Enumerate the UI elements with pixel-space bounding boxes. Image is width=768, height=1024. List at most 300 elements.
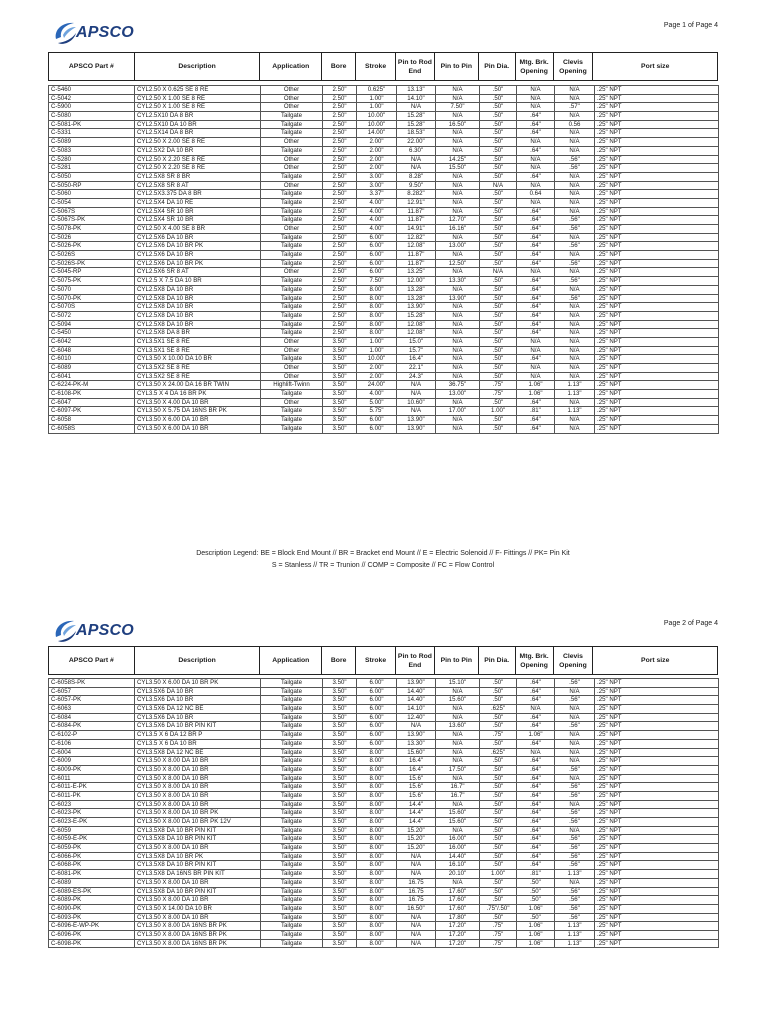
cell-pin-to-rod-end: N/A — [397, 870, 436, 879]
cell-pin-to-pin: N/A — [436, 346, 480, 355]
cell-part-number: C-6009 — [49, 757, 135, 766]
cell-application: Tailgate — [261, 687, 323, 696]
table-row — [49, 277, 719, 286]
cell-description: CYL3.50 X 6.00 DA 10 BR PK — [135, 679, 261, 688]
cell-stroke: 6.00" — [357, 722, 397, 731]
cell-bore: 3.50" — [323, 739, 357, 748]
table-row — [49, 112, 719, 121]
cell-pin-dia: .50" — [480, 355, 517, 364]
col-bore: Bore — [322, 647, 356, 674]
cell-bore: 3.50" — [323, 791, 357, 800]
cell-pin-dia: .50" — [480, 416, 517, 425]
cell-pin-to-rod-end: 15.28" — [397, 311, 436, 320]
cell-pin-dia: .75" — [480, 922, 517, 931]
col-pin-to-pin: Pin to Pin — [435, 53, 479, 80]
cell-part-number: C-5050-RP — [49, 181, 135, 190]
cell-pin-dia: N/A — [480, 181, 517, 190]
table-row — [49, 939, 719, 948]
table-row — [49, 687, 719, 696]
cell-stroke: 8.00" — [357, 861, 397, 870]
cell-application: Tailgate — [261, 329, 323, 338]
cell-port-size: .25" NPT — [595, 233, 719, 242]
cell-stroke: 2.00" — [357, 164, 397, 173]
cell-description: CYL2.50 X 4.00 SE 8 BR — [135, 225, 261, 234]
cell-stroke: 8.00" — [357, 774, 397, 783]
cell-pin-dia: .50" — [480, 112, 517, 121]
cell-port-size: .25" NPT — [595, 146, 719, 155]
cell-pin-to-rod-end: N/A — [397, 913, 436, 922]
brand-name: APSCO — [76, 622, 134, 639]
cell-pin-dia: .50" — [480, 198, 517, 207]
cell-pin-to-pin: 16.7" — [436, 791, 480, 800]
table-row — [49, 739, 719, 748]
cell-pin-dia: .50" — [480, 679, 517, 688]
cell-bore: 3.50" — [323, 922, 357, 931]
cell-mtg-brk-opening: N/A — [517, 155, 555, 164]
cell-stroke: 10.00" — [357, 120, 397, 129]
cell-clevis-opening: N/A — [555, 355, 595, 364]
cell-application: Tailgate — [261, 355, 323, 364]
cell-part-number: C-6098-PK — [49, 939, 135, 948]
cell-part-number: C-5026-PK — [49, 242, 135, 251]
cell-pin-to-rod-end: N/A — [397, 852, 436, 861]
col-part-number: APSCO Part # — [49, 647, 135, 674]
cell-pin-to-pin: 13.00" — [436, 242, 480, 251]
cell-pin-to-rod-end: 13.13" — [397, 86, 436, 95]
cell-pin-dia: .50" — [480, 242, 517, 251]
table-row — [49, 259, 719, 268]
cell-pin-dia: .50" — [480, 783, 517, 792]
cell-pin-to-rod-end: 24.3" — [397, 372, 436, 381]
cell-part-number: C-5067S-PK — [49, 216, 135, 225]
cell-application: Tailgate — [261, 320, 323, 329]
cell-pin-dia: .50" — [480, 285, 517, 294]
cell-application: Tailgate — [261, 216, 323, 225]
cell-mtg-brk-opening: .64" — [517, 398, 555, 407]
cell-clevis-opening: .56" — [555, 887, 595, 896]
cell-stroke: 8.00" — [357, 285, 397, 294]
cell-pin-dia: .50" — [480, 129, 517, 138]
cell-clevis-opening: N/A — [555, 346, 595, 355]
cell-stroke: 2.00" — [357, 155, 397, 164]
cell-pin-to-rod-end: 11.87" — [397, 207, 436, 216]
cell-part-number: C-6041 — [49, 372, 135, 381]
cell-pin-to-pin: 17.80" — [436, 913, 480, 922]
cell-mtg-brk-opening: .64" — [517, 112, 555, 121]
page-number: Page 2 of Page 4 — [663, 620, 718, 627]
cell-port-size: .25" NPT — [595, 783, 719, 792]
cell-pin-to-pin: N/A — [436, 268, 480, 277]
cell-application: Tailgate — [261, 887, 323, 896]
cell-application: Other — [261, 94, 323, 103]
cell-pin-to-rod-end: 15.20" — [397, 835, 436, 844]
cell-description: CYL3.50 X 8.00 DA 16NS BR PK — [135, 922, 261, 931]
cell-bore: 3.50" — [323, 826, 357, 835]
table-row — [49, 216, 719, 225]
cell-description: CYL3.5X6 DA 10 BR PIN KIT — [135, 722, 261, 731]
cell-clevis-opening: .56" — [555, 791, 595, 800]
cell-application: Tailgate — [261, 294, 323, 303]
cell-pin-dia: .50" — [480, 216, 517, 225]
cell-mtg-brk-opening: N/A — [517, 748, 555, 757]
cell-part-number: C-6059-PK — [49, 844, 135, 853]
cell-clevis-opening: N/A — [555, 705, 595, 714]
cell-port-size: .25" NPT — [595, 277, 719, 286]
cell-clevis-opening: .56" — [555, 225, 595, 234]
cell-application: Tailgate — [261, 303, 323, 312]
cell-pin-to-rod-end: 15.60" — [397, 748, 436, 757]
cell-description: CYL2.5X4 SR 10 BR — [135, 216, 261, 225]
table-row — [49, 696, 719, 705]
cell-pin-to-rod-end: 13.28" — [397, 294, 436, 303]
cell-part-number: C-6089-PK — [49, 896, 135, 905]
cell-part-number: C-6096-E-WP-PK — [49, 922, 135, 931]
table-row — [49, 138, 719, 147]
cell-bore: 2.50" — [323, 103, 357, 112]
table-row — [49, 94, 719, 103]
cell-part-number: C-5280 — [49, 155, 135, 164]
cell-mtg-brk-opening: .64" — [517, 861, 555, 870]
cell-part-number: C-5450 — [49, 329, 135, 338]
cell-port-size: .25" NPT — [595, 372, 719, 381]
table-row — [49, 172, 719, 181]
table-row — [49, 233, 719, 242]
cell-clevis-opening: .56" — [555, 844, 595, 853]
cell-application: Tailgate — [261, 791, 323, 800]
cell-pin-to-rod-end: 11.87" — [397, 259, 436, 268]
cell-pin-to-pin: 15.10" — [436, 679, 480, 688]
cell-clevis-opening: 0.56 — [555, 120, 595, 129]
cell-pin-dia: .50" — [480, 424, 517, 433]
cell-part-number: C-5081-PK — [49, 120, 135, 129]
cell-description: CYL3.50 X 8.00 DA 10 BR — [135, 844, 261, 853]
cell-clevis-opening: N/A — [555, 233, 595, 242]
cell-stroke: 10.00" — [357, 112, 397, 121]
cell-part-number: C-5026S — [49, 251, 135, 260]
cell-pin-to-pin: 13.00" — [436, 390, 480, 399]
cell-stroke: 2.00" — [357, 372, 397, 381]
cell-mtg-brk-opening: .64" — [517, 739, 555, 748]
table-row — [49, 870, 719, 879]
parts-table — [48, 85, 719, 434]
cell-pin-to-rod-end: N/A — [397, 390, 436, 399]
cell-stroke: 4.00" — [357, 207, 397, 216]
table-row — [49, 103, 719, 112]
cell-port-size: .25" NPT — [595, 364, 719, 373]
page-number: Page 1 of Page 4 — [663, 22, 718, 29]
cell-description: CYL3.5X8 DA 10 BR PIN KIT — [135, 826, 261, 835]
cell-mtg-brk-opening: .64" — [517, 259, 555, 268]
cell-mtg-brk-opening: .64" — [517, 722, 555, 731]
cell-port-size: .25" NPT — [595, 826, 719, 835]
cell-application: Other — [261, 164, 323, 173]
cell-mtg-brk-opening: .64" — [517, 120, 555, 129]
cell-description: CYL3.50 X 4.00 DA 10 BR — [135, 398, 261, 407]
cell-part-number: C-5070-PK — [49, 294, 135, 303]
table-row — [49, 835, 719, 844]
table-row — [49, 896, 719, 905]
cell-application: Tailgate — [261, 904, 323, 913]
cell-part-number: C-5460 — [49, 86, 135, 95]
cell-mtg-brk-opening: 1.06" — [517, 904, 555, 913]
cell-pin-dia: .50" — [480, 364, 517, 373]
cell-part-number: C-6068-PK — [49, 861, 135, 870]
cell-description: CYL2.50 X 0.625 SE 8 RE — [135, 86, 261, 95]
cell-port-size: .25" NPT — [595, 268, 719, 277]
cell-port-size: .25" NPT — [595, 355, 719, 364]
cell-part-number: C-6224-PK-M — [49, 381, 135, 390]
cell-mtg-brk-opening: 1.06" — [517, 381, 555, 390]
cell-stroke: 6.00" — [357, 233, 397, 242]
cell-clevis-opening: N/A — [555, 112, 595, 121]
cell-port-size: .25" NPT — [595, 731, 719, 740]
cell-bore: 2.50" — [323, 207, 357, 216]
cell-port-size: .25" NPT — [595, 687, 719, 696]
table-row — [49, 878, 719, 887]
cell-description: CYL3.50 X 8.00 DA 10 BR — [135, 765, 261, 774]
cell-description: CYL2.5X10 DA 8 BR — [135, 112, 261, 121]
cell-bore: 2.50" — [323, 311, 357, 320]
cell-pin-to-pin: 16.00" — [436, 844, 480, 853]
cell-bore: 2.50" — [323, 225, 357, 234]
cell-clevis-opening: .56" — [555, 679, 595, 688]
cell-stroke: 6.00" — [357, 687, 397, 696]
cell-pin-to-pin: N/A — [436, 424, 480, 433]
cell-part-number: C-6102-P — [49, 731, 135, 740]
table-row — [49, 207, 719, 216]
cell-mtg-brk-opening: N/A — [517, 181, 555, 190]
col-clevis-opening: Clevis Opening — [554, 647, 594, 674]
cell-application: Tailgate — [261, 259, 323, 268]
cell-description: CYL2.5X8 DA 10 BR — [135, 320, 261, 329]
cell-stroke: 6.00" — [357, 416, 397, 425]
cell-pin-to-rod-end: 11.87" — [397, 251, 436, 260]
cell-pin-dia: .50" — [480, 844, 517, 853]
cell-pin-to-rod-end: 14.4" — [397, 800, 436, 809]
cell-pin-to-pin: N/A — [436, 416, 480, 425]
cell-part-number: C-6009-PK — [49, 765, 135, 774]
cell-pin-to-pin: 16.7" — [436, 783, 480, 792]
parts-table — [48, 678, 719, 948]
col-clevis-opening: Clevis Opening — [554, 53, 594, 80]
table-row — [49, 887, 719, 896]
cell-description: CYL3.50 X 8.00 DA 10 BR — [135, 800, 261, 809]
table-row — [49, 390, 719, 399]
cell-application: Tailgate — [261, 896, 323, 905]
cell-clevis-opening: N/A — [555, 713, 595, 722]
cell-port-size: .25" NPT — [595, 774, 719, 783]
cell-application: Tailgate — [261, 731, 323, 740]
table-row — [49, 922, 719, 931]
cell-clevis-opening: .56" — [555, 294, 595, 303]
cell-mtg-brk-opening: .64" — [517, 277, 555, 286]
cell-pin-to-rod-end: 15.20" — [397, 844, 436, 853]
cell-mtg-brk-opening: .64" — [517, 207, 555, 216]
cell-pin-to-rod-end: 13.25" — [397, 268, 436, 277]
cell-pin-to-pin: N/A — [436, 826, 480, 835]
cell-stroke: 5.75" — [357, 407, 397, 416]
table-row — [49, 320, 719, 329]
cell-application: Tailgate — [261, 774, 323, 783]
cell-clevis-opening: .56" — [555, 765, 595, 774]
cell-part-number: C-6058S-PK — [49, 679, 135, 688]
cell-pin-dia: .50" — [480, 861, 517, 870]
cell-pin-to-pin: N/A — [436, 372, 480, 381]
cell-bore: 2.50" — [323, 164, 357, 173]
cell-mtg-brk-opening: N/A — [517, 705, 555, 714]
cell-pin-to-pin: 16.10" — [436, 861, 480, 870]
cell-bore: 3.50" — [323, 346, 357, 355]
cell-description: CYL2.5X2 DA 10 BR — [135, 146, 261, 155]
cell-pin-to-rod-end: 14.4" — [397, 818, 436, 827]
cell-stroke: 3.00" — [357, 181, 397, 190]
cell-description: CYL3.50 X 8.00 DA 16NS BR PK — [135, 930, 261, 939]
cell-port-size: .25" NPT — [595, 887, 719, 896]
cell-application: Tailgate — [261, 826, 323, 835]
table-row — [49, 748, 719, 757]
cell-part-number: C-6048 — [49, 346, 135, 355]
cell-application: Tailgate — [261, 120, 323, 129]
cell-stroke: 8.00" — [357, 844, 397, 853]
cell-description: CYL2.50 X 1.00 SE 8 RE — [135, 103, 261, 112]
cell-bore: 3.50" — [323, 390, 357, 399]
table-row — [49, 337, 719, 346]
cell-application: Tailgate — [261, 390, 323, 399]
cell-bore: 3.50" — [323, 381, 357, 390]
cell-bore: 2.50" — [323, 259, 357, 268]
cell-stroke: 6.00" — [357, 259, 397, 268]
cell-pin-to-rod-end: 10.60" — [397, 398, 436, 407]
cell-application: Tailgate — [261, 939, 323, 948]
table-row — [49, 722, 719, 731]
col-stroke: Stroke — [356, 647, 396, 674]
cell-part-number: C-6108-PK — [49, 390, 135, 399]
cell-stroke: 7.50" — [357, 277, 397, 286]
cell-clevis-opening: 1.13" — [555, 390, 595, 399]
cell-mtg-brk-opening: .64" — [517, 172, 555, 181]
cell-pin-to-rod-end: N/A — [397, 381, 436, 390]
cell-part-number: C-5078-PK — [49, 225, 135, 234]
cell-stroke: 6.00" — [357, 424, 397, 433]
cell-bore: 2.50" — [323, 216, 357, 225]
cell-port-size: .25" NPT — [595, 722, 719, 731]
cell-clevis-opening: N/A — [555, 268, 595, 277]
cell-part-number: C-6059 — [49, 826, 135, 835]
cell-bore: 3.50" — [323, 713, 357, 722]
cell-description: CYL2.5X8 SR 8 AT — [135, 181, 261, 190]
table-row — [49, 120, 719, 129]
cell-pin-dia: .75" — [480, 731, 517, 740]
cell-bore: 3.50" — [323, 809, 357, 818]
cell-port-size: .25" NPT — [595, 311, 719, 320]
cell-port-size: .25" NPT — [595, 424, 719, 433]
cell-mtg-brk-opening: .64" — [517, 146, 555, 155]
table-row — [49, 242, 719, 251]
cell-description: CYL3.5X6 DA 10 BR — [135, 713, 261, 722]
cell-mtg-brk-opening: .64" — [517, 355, 555, 364]
cell-pin-to-pin: 17.60" — [436, 896, 480, 905]
cell-mtg-brk-opening: .64" — [517, 791, 555, 800]
cell-description: CYL2.5X8 DA 8 BR — [135, 329, 261, 338]
cell-clevis-opening: .56" — [555, 809, 595, 818]
cell-bore: 2.50" — [323, 277, 357, 286]
cell-application: Other — [261, 138, 323, 147]
cell-port-size: .25" NPT — [595, 207, 719, 216]
cell-pin-to-rod-end: N/A — [397, 930, 436, 939]
col-mtg-brk-opening: Mtg. Brk. Opening — [516, 647, 554, 674]
cell-pin-to-rod-end: 15.28" — [397, 120, 436, 129]
cell-part-number: C-5331 — [49, 129, 135, 138]
cell-pin-dia: .50" — [480, 687, 517, 696]
cell-application: Tailgate — [261, 930, 323, 939]
cell-mtg-brk-opening: 1.06" — [517, 922, 555, 931]
cell-mtg-brk-opening: .50" — [517, 913, 555, 922]
cell-pin-to-pin: 20.10" — [436, 870, 480, 879]
cell-description: CYL2.50 X 2.00 SE 8 RE — [135, 138, 261, 147]
cell-stroke: 1.00" — [357, 103, 397, 112]
cell-application: Tailgate — [261, 818, 323, 827]
cell-pin-to-pin: 16.50" — [436, 120, 480, 129]
cell-pin-to-pin: N/A — [436, 739, 480, 748]
cell-pin-to-pin: N/A — [436, 181, 480, 190]
cell-part-number: C-6089 — [49, 878, 135, 887]
cell-clevis-opening: N/A — [555, 190, 595, 199]
table-row — [49, 826, 719, 835]
cell-bore: 3.50" — [323, 896, 357, 905]
cell-description: CYL3.50 X 8.00 DA 10 BR — [135, 878, 261, 887]
cell-pin-dia: .50" — [480, 337, 517, 346]
cell-application: Other — [261, 346, 323, 355]
cell-clevis-opening: N/A — [555, 320, 595, 329]
cell-clevis-opening: .56" — [555, 242, 595, 251]
cell-pin-dia: .75" — [480, 381, 517, 390]
table-row — [49, 268, 719, 277]
cell-pin-to-pin: N/A — [436, 146, 480, 155]
cell-pin-dia: .50" — [480, 696, 517, 705]
cell-mtg-brk-opening: .64" — [517, 424, 555, 433]
cell-pin-dia: .50" — [480, 791, 517, 800]
cell-bore: 3.50" — [323, 930, 357, 939]
cell-pin-to-rod-end: 8.28" — [397, 172, 436, 181]
cell-pin-to-pin: N/A — [436, 320, 480, 329]
cell-description: CYL3.5X8 DA 10 BR PIN KIT — [135, 835, 261, 844]
cell-bore: 3.50" — [323, 765, 357, 774]
table-row — [49, 930, 719, 939]
cell-port-size: .25" NPT — [595, 251, 719, 260]
table-row — [49, 713, 719, 722]
cell-bore: 2.50" — [323, 190, 357, 199]
cell-application: Tailgate — [261, 207, 323, 216]
table-row — [49, 329, 719, 338]
cell-bore: 3.50" — [323, 818, 357, 827]
cell-part-number: C-5083 — [49, 146, 135, 155]
table-row — [49, 774, 719, 783]
cell-application: Tailgate — [261, 705, 323, 714]
legend-line-1: Description Legend: BE = Block End Mount // BR = Bracket end Mount // E = Electric Solenoid // F- Fittings // PK= Pin Kit — [196, 550, 570, 557]
cell-pin-to-pin: N/A — [436, 251, 480, 260]
cell-bore: 3.50" — [323, 887, 357, 896]
cell-stroke: 6.00" — [357, 713, 397, 722]
cell-mtg-brk-opening: 1.06" — [517, 939, 555, 948]
cell-pin-to-pin: N/A — [436, 190, 480, 199]
cell-mtg-brk-opening: .64" — [517, 303, 555, 312]
cell-pin-to-pin: 13.90" — [436, 294, 480, 303]
cell-part-number: C-5094 — [49, 320, 135, 329]
col-pin-to-rod-end: Pin to Rod End — [396, 53, 435, 80]
cell-stroke: 6.00" — [357, 731, 397, 740]
cell-stroke: 4.00" — [357, 216, 397, 225]
cell-description: CYL3.50 X 8.00 DA 10 BR — [135, 896, 261, 905]
